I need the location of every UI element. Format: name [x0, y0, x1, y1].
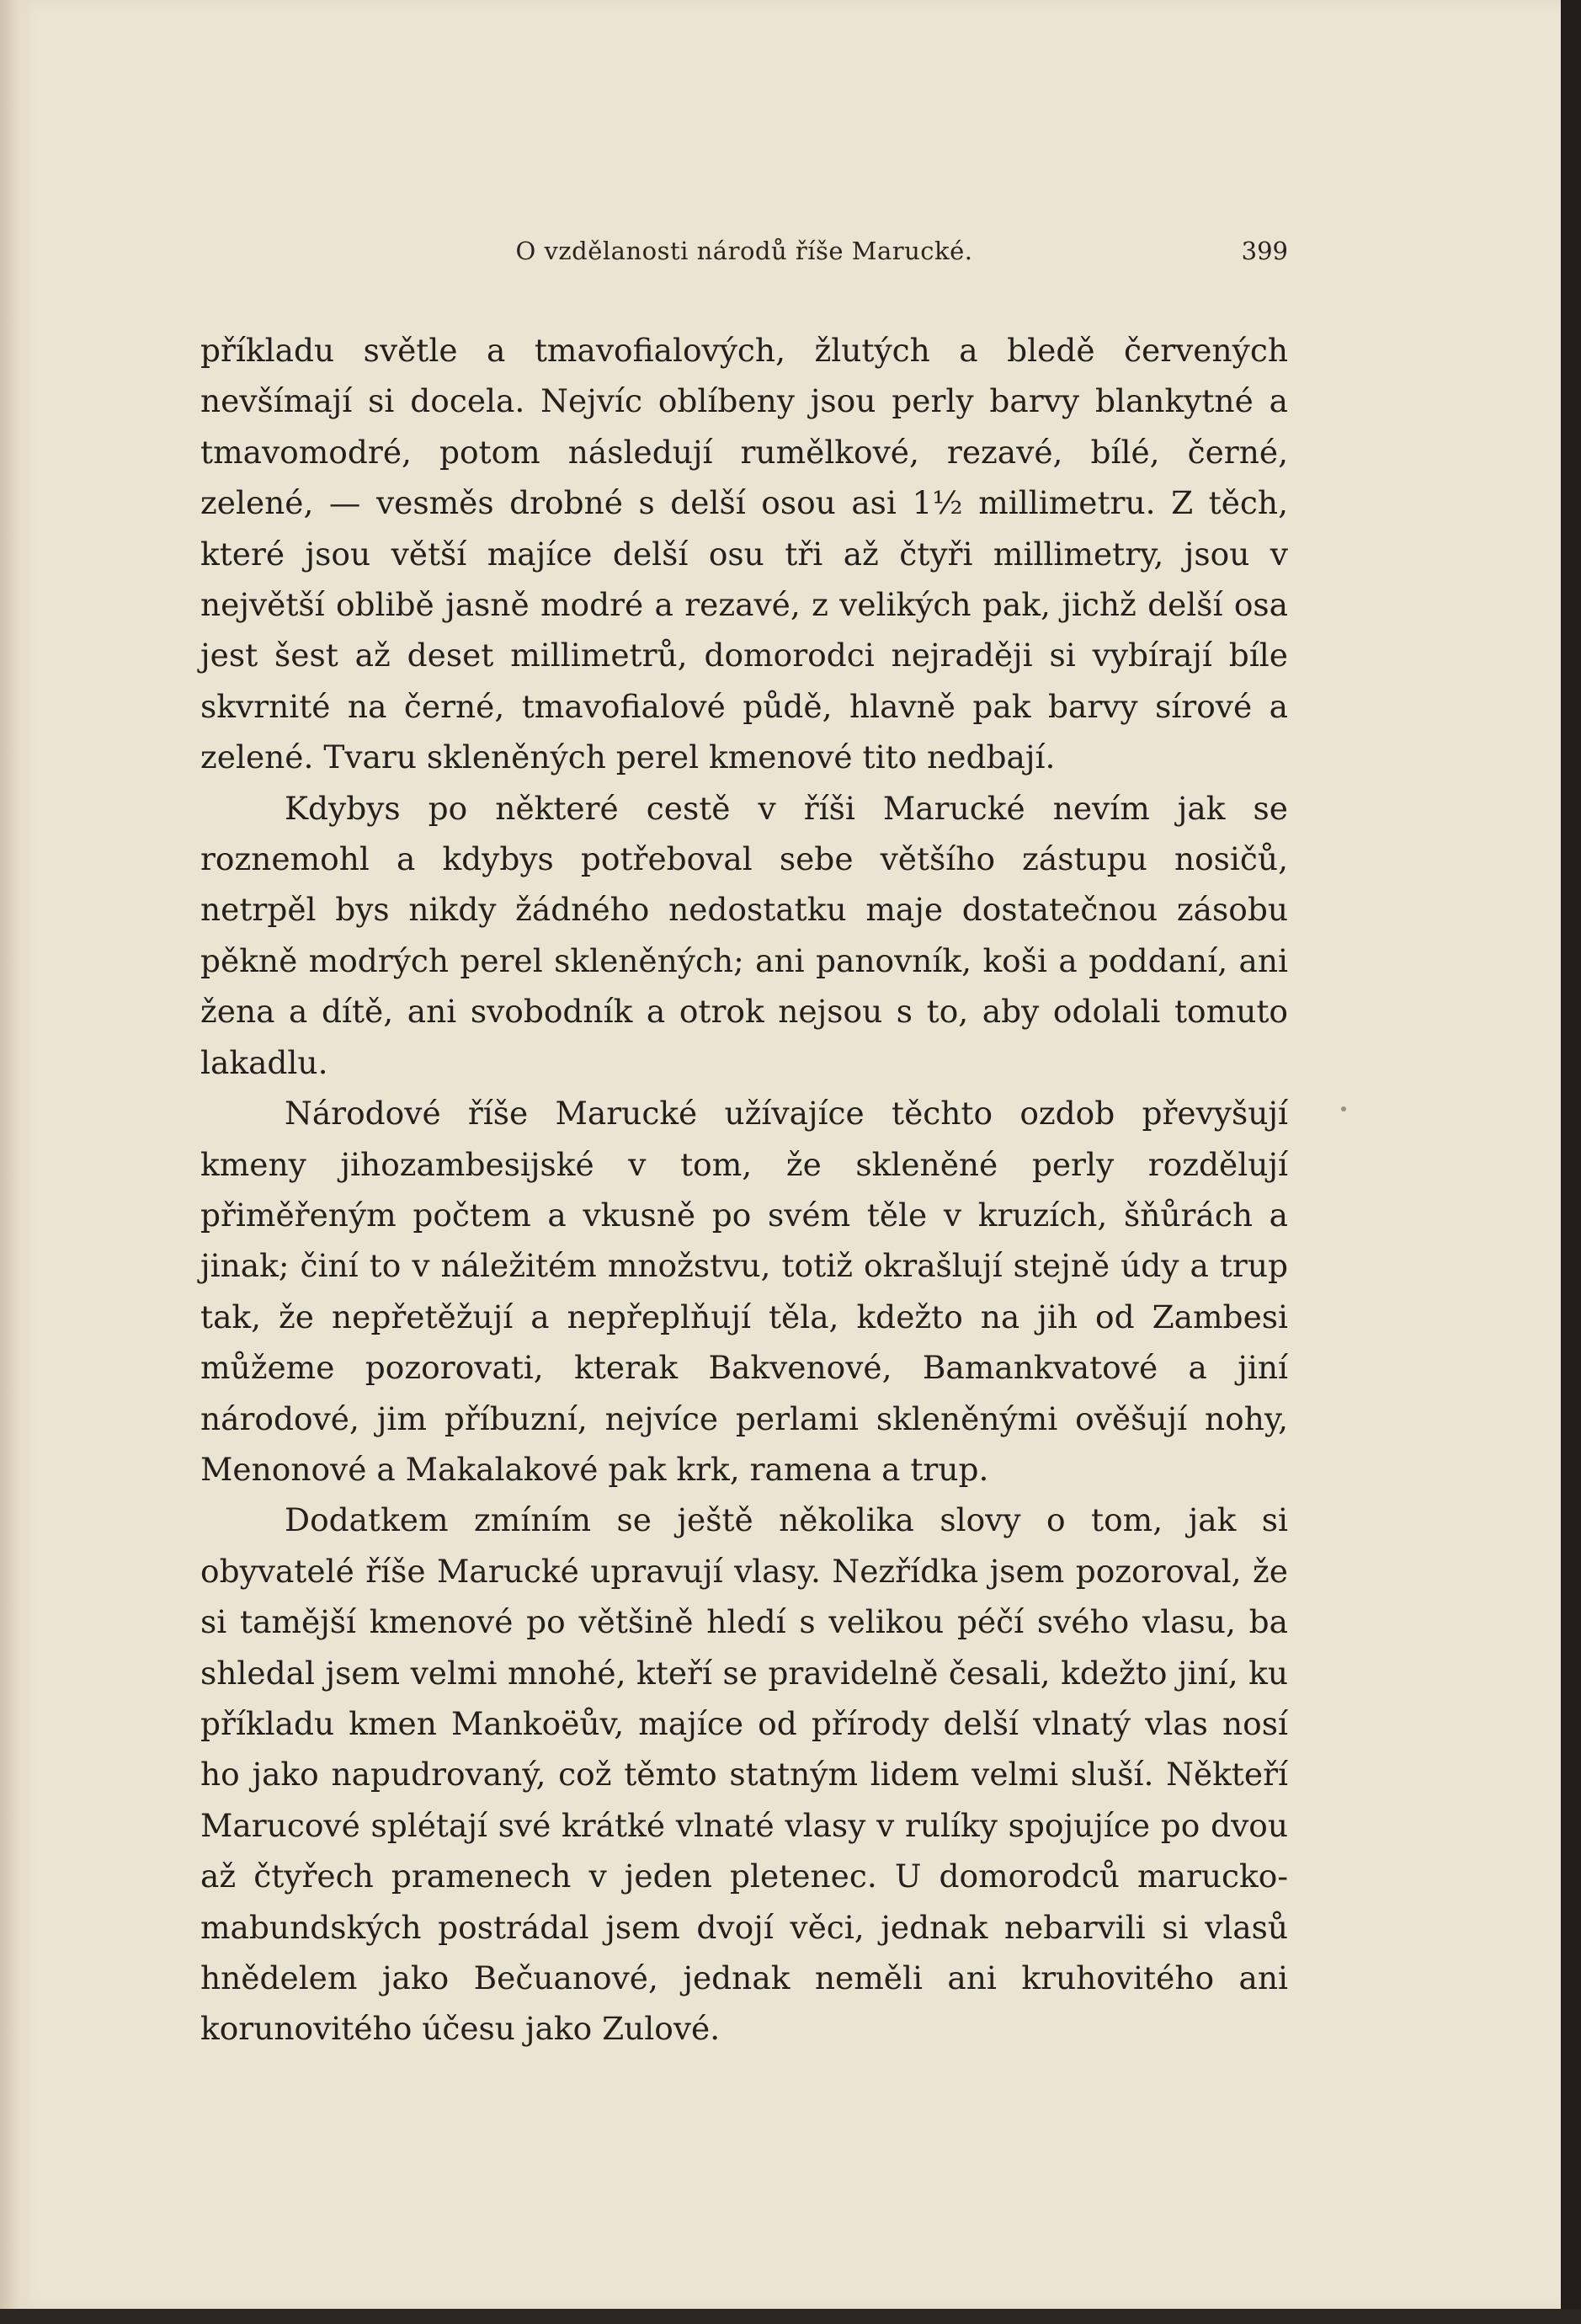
book-spine-shadow: [0, 0, 34, 2309]
page-number: 399: [1241, 237, 1288, 265]
scan-edge-bottom: [0, 2309, 1581, 2324]
running-title: O vzdělanosti národů říše Marucké.: [515, 237, 973, 265]
ink-speck: [1341, 1106, 1346, 1111]
page-header: [200, 237, 1288, 270]
paragraph: Kdybys po některé cestě v říši Marucké nevím jak se roznemohl a kdybys potřeboval sebe většího zástupu nosičů, netrpěl bys nikdy žádného nedostatku maje dostatečnou zásobu pěkně modrých perel skleněných; ani panovník, koši a poddaní, ani žena a dítě, ani svobodník a otrok nejsou s to, aby odolali tomuto lakadlu.: [200, 789, 1288, 1081]
paragraph: Národové říše Marucké užívajíce těchto ozdob převyšují kmeny jihozambesijské v tom, že skleněné perly rozdělují přiměřeným počtem a vkusně po svém těle v kruzích, šňůrách a jinak; činí to v náležitém množstvu, totiž okrašlují stejně údy a trup tak, že nepřetěžují a nepřeplňují těla, kdežto na jih od Zambesi můžeme pozorovati, kterak Bakvenové, Bamankvatové a jiní národové, jim příbuzní, nejvíce perlami skleněnými ověšují nohy, Menonové a Makalakové pak krk, ramena a trup.: [200, 1095, 1288, 1488]
body-text: [200, 325, 1288, 2055]
scan-edge-right: [1561, 0, 1581, 2324]
paragraph: Dodatkem zmíním se ještě několika slovy o tom, jak si obyvatelé říše Marucké upravují vlasy. Nezřídka jsem pozoroval, že si tamější kmenové po většině hledí s velikou péčí svého vlasu, ba shledal jsem velmi mnohé, kteří se pravidelně česali, kdežto jiní, ku příkladu kmen Mankoëův, majíce od přírody delší vlnatý vlas nosí ho jako napudrovaný, což těmto statným lidem velmi sluší. Někteří Marucové splétají své krátké vlnaté vlasy v rulíky spojujíce po dvou až čtyřech pramenech v jeden pletenec. U domorodců marucko-mabundských postrádal jsem dvojí věci, jednak nebarvili si vlasů hnědelem jako Bečuanové, jednak neměli ani kruhovitého ani korunovitého účesu jako Zulové.: [200, 1501, 1288, 2048]
paragraph-continuation: příkladu světle a tmavofialových, žlutých a bledě červených nevšímají si docela. Nejvíc oblíbeny jsou perly barvy blankytné a tmavomodré, potom následují rumělkové, rezavé, bílé, černé, zelené, — vesměs drobné s delší osou asi 1½ millimetru. Z těch, které jsou větší majíce delší osu tři až čtyři millimetry, jsou v největší oblibě jasně modré a rezavé, z velikých pak, jichž delší osa jest šest až deset millimetrů, domorodci nejraději si vybírají bíle skvrnité na černé, tmavofialové půdě, hlavně pak barvy sírové a zelené. Tvaru skleněných perel kmenové tito nedbají.: [200, 332, 1288, 776]
